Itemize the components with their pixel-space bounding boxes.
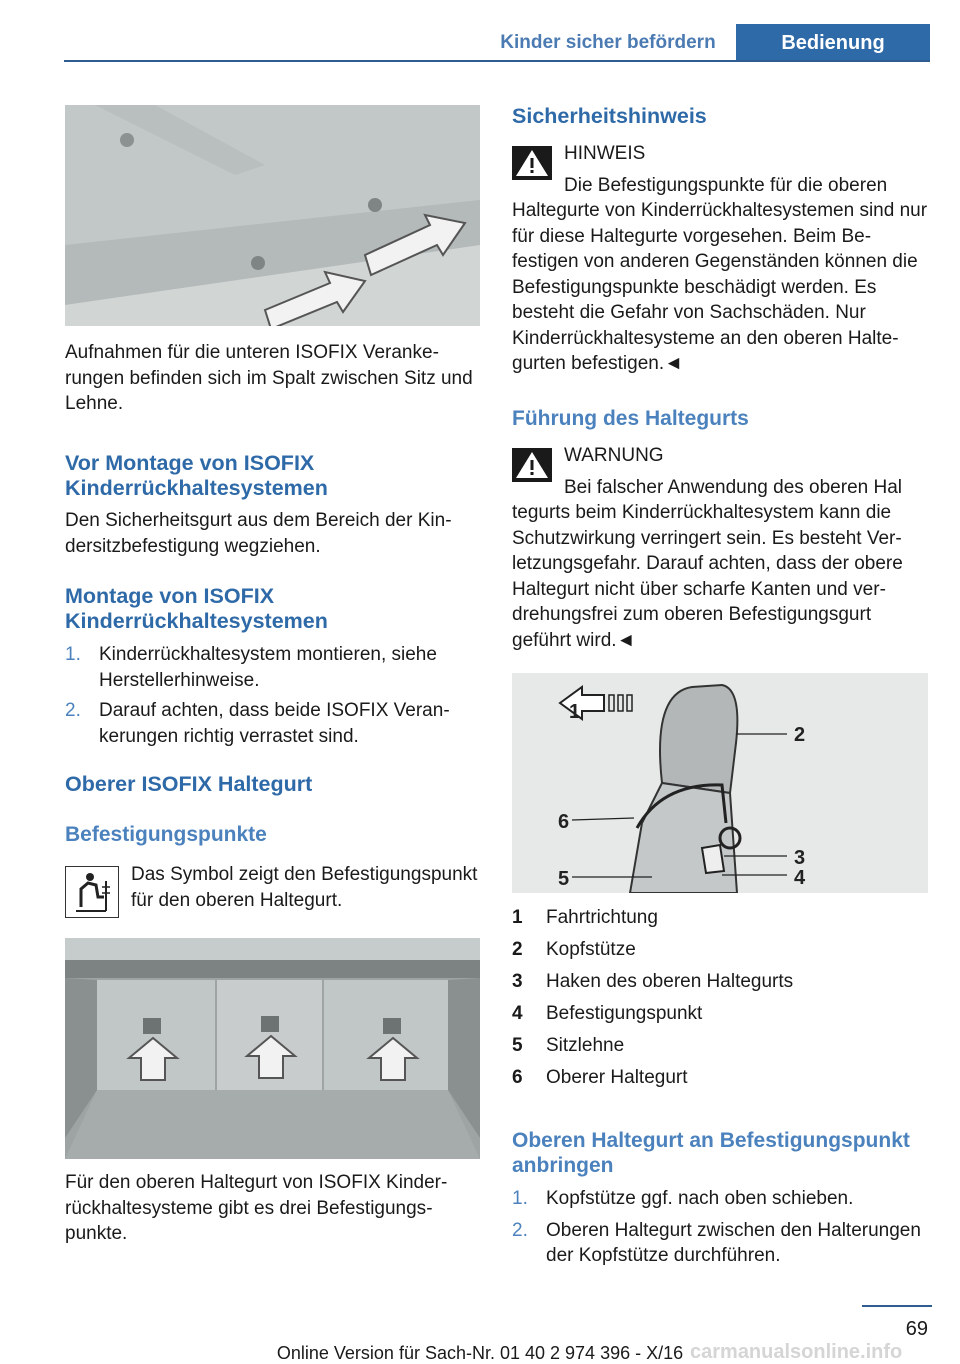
headrest-figure xyxy=(512,673,928,893)
legend-value: Sitzlehne xyxy=(546,1035,625,1056)
list-item xyxy=(65,698,479,749)
page-number: 69 xyxy=(905,1318,928,1340)
heading-vor-montage: Vor Montage von ISOFIX Kinderrückhaltesystemen xyxy=(65,451,328,500)
montage-steps xyxy=(65,642,479,749)
trunk-photo-caption: Für den oberen Haltegurt von ISOFIX Kinderrückhaltesysteme gibt es drei Befestigungspunkte. xyxy=(65,1172,448,1244)
legend-item xyxy=(512,998,928,1030)
legend-item xyxy=(512,934,928,966)
header-chapter-label: Bedienung xyxy=(781,31,885,54)
warning-triangle-icon xyxy=(512,448,552,482)
hinweis-label: HINWEIS xyxy=(564,143,646,164)
legend-key: 6 xyxy=(512,1067,523,1088)
list-item xyxy=(65,642,479,693)
legend-value: Kopfstütze xyxy=(546,939,636,960)
watermark: carmanualsonline.info xyxy=(690,1341,903,1363)
figure-legend xyxy=(512,902,928,1094)
figure-label-5: 5 xyxy=(558,868,570,890)
legend-item xyxy=(512,1062,928,1094)
anbringen-steps xyxy=(512,1186,928,1269)
heading-befestigungspunkte: Befestigungspunkte xyxy=(65,823,267,846)
step-text: Kinderrückhaltesystem montieren, siehe Herstellerhinweise. xyxy=(99,644,437,691)
list-item xyxy=(512,1186,928,1212)
hinweis-text: Haltegurte von Kinderrückhaltesystemen sind nur für diese Haltegurte vorgesehen. Beim Befestigen von anderen Gegenständen können die Befestigungspunkte beschädigt werden. Es besteht die Gefahr von Sachschäden. Nur Kinderrückhaltesysteme an den oberen Haltegurten befestigen.◄ xyxy=(512,200,928,374)
step-text: Kopfstütze ggf. nach oben schieben. xyxy=(546,1188,854,1209)
figure-label-1: 1 xyxy=(569,701,581,723)
warnung-text-first: Bei falscher Anwendung des oberen Hal xyxy=(564,476,903,498)
legend-key: 4 xyxy=(512,1003,523,1024)
legend-value: Befestigungspunkt xyxy=(546,1003,703,1024)
legend-value: Haken des oberen Haltegurts xyxy=(546,971,794,992)
heading-anbringen: Oberen Haltegurt an Befestigungspunkt anbringen xyxy=(512,1129,910,1177)
step-number: 2. xyxy=(65,700,81,721)
header-divider xyxy=(64,60,930,62)
warnung-text: tegurts beim Kinderrückhaltesystem kann die Schutzwirkung verringert sein. Es besteht Verletzungsgefahr. Darauf achten, dass der obere Haltegurt nicht über scharfe Kanten und verdrehungsfrei zum oberen Befestigungsgurt geführt wird.◄ xyxy=(512,502,903,651)
isofix-tether-symbol-icon xyxy=(65,866,119,918)
figure-label-3: 3 xyxy=(794,847,806,869)
isofix-seat-photo xyxy=(65,105,480,326)
legend-key: 5 xyxy=(512,1035,523,1056)
step-text: Darauf achten, dass beide ISOFIX Verankerungen richtig verrastet sind. xyxy=(99,700,450,747)
warning-triangle-icon xyxy=(512,146,552,180)
header-chapter-tab[interactable] xyxy=(736,24,930,62)
legend-item xyxy=(512,966,928,998)
heading-oberer-isofix: Oberer ISOFIX Haltegurt xyxy=(65,772,313,796)
step-number: 1. xyxy=(65,644,81,665)
heading-fuehrung: Führung des Haltegurts xyxy=(512,407,749,430)
legend-value: Fahrtrichtung xyxy=(546,907,658,928)
seat-photo-caption: Aufnahmen für die unteren ISOFIX Verankerungen befinden sich im Spalt zwischen Sitz und Lehne. xyxy=(65,342,473,414)
figure-label-4: 4 xyxy=(794,867,806,889)
text-vor-montage: Den Sicherheitsgurt aus dem Bereich der Kindersitzbefestigung wegziehen. xyxy=(65,510,452,557)
header-section-title: Kinder sicher befördern xyxy=(500,32,716,53)
list-item xyxy=(512,1218,928,1269)
figure-label-6: 6 xyxy=(558,811,570,833)
hinweis-text-first: Die Befestigungspunkte für die oberen xyxy=(564,174,888,196)
legend-key: 2 xyxy=(512,939,523,960)
legend-key: 1 xyxy=(512,907,523,928)
warnung-label: WARNUNG xyxy=(564,445,664,466)
legend-value: Oberer Haltegurt xyxy=(546,1067,688,1088)
online-version-footer: Online Version für Sach-Nr. 01 40 2 974 396 - X/16 xyxy=(276,1343,684,1363)
step-text: Oberen Haltegurt zwischen den Halterungen der Kopfstütze durchführen. xyxy=(546,1219,921,1266)
heading-sicherheitshinweis: Sicherheitshinweis xyxy=(512,104,707,128)
step-number: 1. xyxy=(512,1188,528,1209)
page-number-divider xyxy=(862,1305,932,1307)
figure-label-2: 2 xyxy=(794,724,806,746)
legend-key: 3 xyxy=(512,971,523,992)
legend-item xyxy=(512,902,928,934)
step-number: 2. xyxy=(512,1219,528,1241)
heading-montage: Montage von ISOFIX Kinderrückhaltesystemen xyxy=(65,584,328,633)
trunk-anchor-photo xyxy=(65,938,480,1159)
symbol-description: Das Symbol zeigt den Befestigungspunkt für den oberen Haltegurt. xyxy=(131,864,478,911)
legend-item xyxy=(512,1030,928,1062)
